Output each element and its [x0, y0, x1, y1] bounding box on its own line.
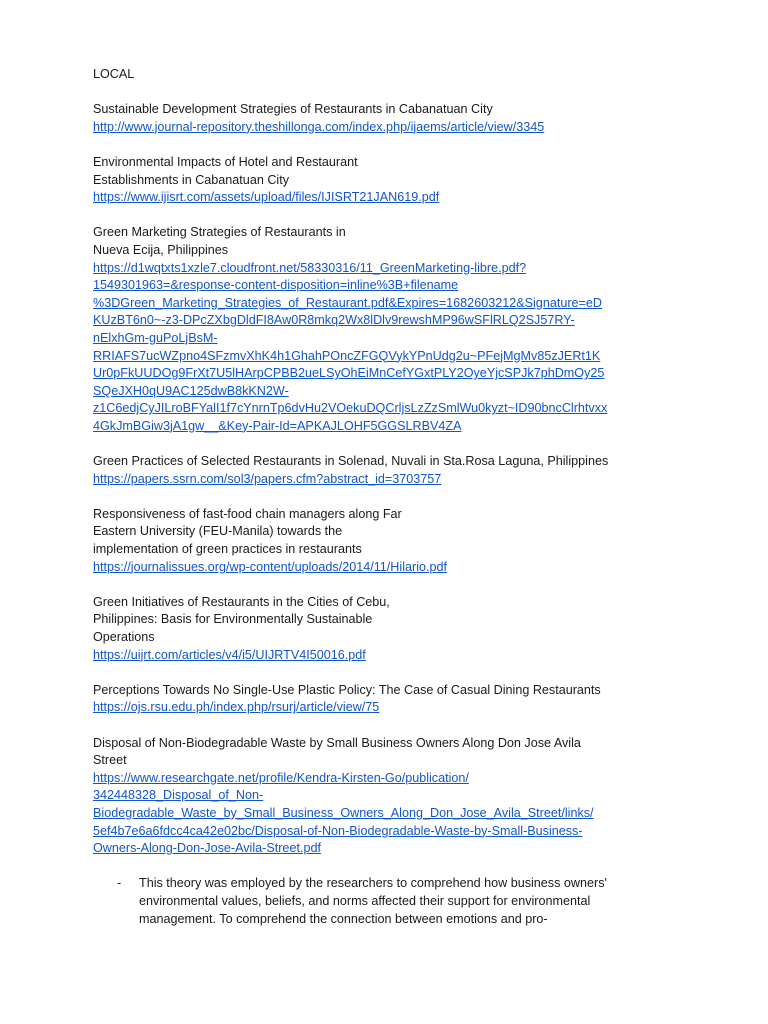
note-text-line: management. To comprehend the connection between emotions and pro- — [139, 911, 548, 926]
reference-entry — [93, 506, 693, 576]
notes-list — [93, 875, 693, 928]
reference-link[interactable]: Owners-Along-Don-Jose-Avila-Street.pdf — [93, 841, 321, 856]
reference-title-line: implementation of green practices in restaurants — [93, 542, 362, 557]
reference-list — [93, 101, 693, 858]
reference-link[interactable]: 1549301963=&response-content-disposition=inline%3B+filename — [93, 278, 459, 293]
reference-link[interactable]: KUzBT6n0~-z3-DPcZXbgDldFI8Aw0R8mkq2Wx8lDlv9rewshMP96wSFlRLQ2SJ57RY- — [93, 313, 575, 328]
reference-link[interactable]: http://www.journal-repository.theshillonga.com/index.php/ijaems/article/view/3345 — [93, 119, 545, 134]
reference-link[interactable]: https://ojs.rsu.edu.ph/index.php/rsurj/article/view/75 — [93, 700, 380, 715]
reference-title-line: Operations — [93, 630, 155, 644]
reference-link[interactable]: 5ef4b7e6a6fdcc4ca42e02bc/Disposal-of-Non-Biodegradable-Waste-by-Small-Business- — [93, 823, 583, 838]
dash-bullet-icon: - — [117, 876, 122, 891]
reference-link[interactable]: https://www.researchgate.net/profile/Kendra-Kirsten-Go/publication/ — [93, 770, 469, 785]
note-text-line: This theory was employed by the researchers to comprehend how business owners' — [139, 876, 607, 891]
note-item — [93, 875, 693, 928]
reference-link[interactable]: nElxhGm-guPoLjBsM- — [93, 330, 218, 345]
reference-link[interactable]: https://journalissues.org/wp-content/uploads/2014/11/Hilario.pdf — [93, 559, 448, 574]
document-body — [93, 66, 693, 928]
reference-title-line: Sustainable Development Strategies of Restaurants in Cabanatuan City — [93, 102, 493, 117]
reference-link[interactable]: https://www.ijisrt.com/assets/upload/files/IJISRT21JAN619.pdf — [93, 190, 440, 205]
reference-title-line: Perceptions Towards No Single-Use Plastic Policy: The Case of Casual Dining Restaurants — [93, 682, 601, 697]
reference-entry — [93, 594, 693, 664]
reference-title-line: Disposal of Non-Biodegradable Waste by Small Business Owners Along Don Jose Avila — [93, 735, 581, 750]
reference-entry — [93, 101, 693, 136]
reference-entry — [93, 154, 693, 207]
reference-title-line: Responsiveness of fast-food chain managers along Far — [93, 506, 402, 521]
reference-link[interactable]: https://uijrt.com/articles/v4/i5/UIJRTV4I50016.pdf — [93, 647, 366, 662]
reference-link[interactable]: SQeJXH0qU9AC125dwB8kKN2W- — [93, 383, 289, 398]
reference-title-line: Environmental Impacts of Hotel and Restaurant — [93, 154, 358, 169]
reference-entry — [93, 453, 693, 488]
note-text-line: environmental values, beliefs, and norms affected their support for environmental — [139, 893, 591, 908]
reference-title-line: Green Marketing Strategies of Restaurants in — [93, 225, 346, 240]
reference-title-line: Nueva Ecija, Philippines — [93, 242, 229, 257]
reference-entry — [93, 224, 693, 435]
reference-title-line: Green Initiatives of Restaurants in the Cities of Cebu, — [93, 594, 390, 609]
reference-link[interactable]: z1C6edjCyJILroBFYalI1f7cYnrnTp6dvHu2VOekuDQCrljsLzZzSmlWu0kyzt~ID90bncClrhtvxx — [93, 401, 608, 416]
section-heading: LOCAL — [93, 67, 135, 81]
reference-link[interactable]: 342448328_Disposal_of_Non- — [93, 788, 264, 803]
reference-link[interactable]: Ur0pFkUUDOg9FrXt7U5lHArpCPBB2ueLSyOhEiMnCefYGxtPLY2OyeYjcSPJk7phDmOy25 — [93, 366, 605, 381]
reference-title-line: Street — [93, 753, 127, 768]
reference-title-line: Eastern University (FEU-Manila) towards the — [93, 524, 343, 539]
reference-link[interactable]: https://d1wqtxts1xzle7.cloudfront.net/58330316/11_GreenMarketing-libre.pdf? — [93, 260, 527, 275]
reference-link[interactable]: %3DGreen_Marketing_Strategies_of_Restaurant.pdf&Expires=1682603212&Signature=eD — [93, 295, 602, 310]
reference-entry — [93, 735, 693, 858]
reference-title-line: Green Practices of Selected Restaurants in Solenad, Nuvali in Sta.Rosa Laguna, Philippines — [93, 454, 609, 469]
reference-link[interactable]: RRIAFS7ucWZpno4SFzmvXhK4h1GhahPOncZFGQVykYPnUdg2u~PFejMgMv85zJERt1K — [93, 348, 601, 363]
reference-link[interactable]: https://papers.ssrn.com/sol3/papers.cfm?abstract_id=3703757 — [93, 471, 442, 486]
reference-title-line: Establishments in Cabanatuan City — [93, 172, 290, 187]
reference-title-line: Philippines: Basis for Environmentally Sustainable — [93, 612, 373, 627]
reference-entry — [93, 682, 693, 717]
reference-link[interactable]: Biodegradable_Waste_by_Small_Business_Owners_Along_Don_Jose_Avila_Street/links/ — [93, 805, 594, 820]
reference-link[interactable]: 4GkJmBGiw3jA1gw__&Key-Pair-Id=APKAJLOHF5GGSLRBV4ZA — [93, 418, 462, 433]
